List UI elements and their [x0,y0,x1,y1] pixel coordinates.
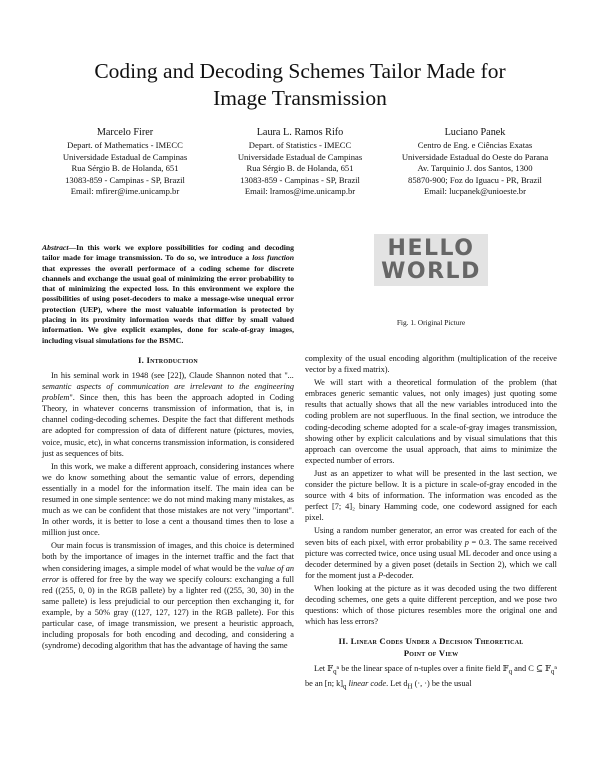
title-line-1: Coding and Decoding Schemes Tailor Made for [94,59,506,83]
right-paragraph-0: complexity of the usual encoding algorithm (multiplication of the receive vector by a fixed matrix). [305,354,557,375]
figure-caption: Fig. 1. Original Picture [396,318,466,327]
section-heading-introduction: I. Introduction [138,354,198,365]
var-P: P [378,570,384,580]
author-dept: Depart. of Statistics - IMECC [248,140,352,150]
author-institution: Universidade Estadual de Campinas [237,151,363,162]
author-city: 13083-859 - Campinas - SP, Brazil [240,174,360,185]
linear-code-term: linear code [346,679,387,688]
abstract-text-1: —In this work we explore possibilities for coding and decoding tailor made for image transmission. To do so, we introduce a [42,243,294,263]
author-email: Email: mfirer@ime.unicamp.br [70,186,180,197]
section2-line-2: Point of View [403,648,459,659]
intro-paragraph-1 [42,370,294,459]
right-paragraph-3 [305,525,557,580]
hello-world-image [374,234,488,286]
abstract-loss-function: loss function [252,253,294,263]
author-city: 13083-859 - Campinas - SP, Brazil [65,174,185,185]
p5-h: (·, ·) be the usual [412,679,472,688]
author-address: Av. Tarquinio J. dos Santos, 1300 [417,163,533,174]
p5-a: Let 𝔽 [314,664,334,674]
section2-line-1: II. Linear Codes Under a Decision Theoretical [338,636,524,647]
author-name: Luciano Panek [444,127,506,138]
right-paragraph-5 [305,663,557,693]
intro-paragraph-2: In this work, we make a different approach, considering instances where we do know something about the semantic value of errors, depending essentially in a model for the information itself. The main idea can be resumed in one simple sentence: we do not mind making many mistakes, as much as we can be confident that those mistakes are not very "important". In other words, it is better to lose a cent a thousand times then to lose a million just once. [42,461,294,538]
image-text-line-1: HELLO [387,236,475,261]
p5-c: and C ⊆ 𝔽 [512,664,551,674]
p5-d: ⁿ be an [n; k] [305,664,557,688]
author-name: Laura L. Ramos Rifo [256,127,344,138]
right-p3-text-b: = 0.3. The same received picture was corrected twice, once using usual ML decoder and once using a decoder determined by a given poset (details in Section 2), which we call for the moment just a [305,537,558,580]
abstract-text-2: that expresses the overall performace of a coding scheme for discrete channels and exchange the usual goal of minimizing the error probability to that of minimizing the expected loss. In this environment we explore the possibilities of using poset-decoders to make a message-wise unequal error protection (UEP), where the most valuable information is protected by placing in its proximity information words that differ by small valued information. We give explicit examples, done for scale-of-gray images, including visual simulations for the BSMC. [42,263,294,345]
p5-b: ⁿ be the linear space of n-tuples over a finite field 𝔽 [336,664,509,674]
p5-sub-q1: q [333,668,337,676]
author-city: 85870-900; Foz do Iguacu - PR, Brazil [408,174,542,185]
title-line-2: Image Transmission [213,86,387,110]
intro-p1-text-b: ". Since then, this has been the approach adopted in Coding Theory, in whatever concerns transmission of information, that is, in channel coding-decoding schemes. Despite the fact that different methods are adopted for compression of data of different nature (pictures, movies, voice, music, etc), in what concerns transmission information, is considered just as sequences of bits. [42,393,294,458]
abstract-label: Abstract [42,243,69,252]
author-1 [38,126,212,198]
right-paragraph-1: We will start with a theoretical formulation of the problem (that embraces generic semantic values, not only images) just quoting some results that actually shows that all the new variables introduced into the coding problem are not superfluous. In the final section, we introduce the coding-decoding scheme adopted for a scale-of-gray images transmission, showing other by explicit calculations and by visual simulations that this approach can overcome the usual approach, that aims to minimize the expected number of errors. [305,378,557,465]
value-of-error-term: value of an error [42,563,294,584]
intro-p1-text-a: In his seminal work in 1948 (see [22]), Claude Shannon noted that " [51,370,288,380]
right-p3-text-c: -decoder. [383,570,414,580]
author-email: Email: lucpanek@unioeste.br [424,186,526,197]
paper-title [40,58,560,112]
right-column [305,353,557,695]
shannon-quote: ... semantic aspects of communication are irrelevant to the engineering problem [42,370,294,403]
abstract [42,243,294,346]
author-dept: Centro de Eng. e Ciências Exatas [417,140,533,150]
intro-p3-text-b: is offered for free by the way we specify colours: exchanging a full red ((255, 0, 0) in the RGB pallete) by a lighter red ((255, 30, 30) in the same pallete) is less prejudicial to our perception then exchanging it, for example, by a 50% gray ((127, 127, 127) in the RGB pallete). For this particular case, of image transmission, we present a heuristic approach, including proposals for both encoding and decoding, and considering a (syndrome) decoding algorithm that has the advantage of having the same [42,574,294,651]
author-block [38,126,562,198]
author-institution: Universidade Estadual do Oeste do Parana [401,151,549,162]
section-heading-linear-codes [305,635,557,659]
p5-sub-q3: q [550,668,555,676]
var-p: p [464,537,469,547]
right-paragraph-2: Just as an appetizer to what will be presented in the last section, we consider the picture bellow. It is a picture in scale-of-gray encoded in the source with 4 bits of information. The information was encoded as the perfect [7; 4]₂ binary Hamming code, one codeword assigned for each pixel. [305,468,557,523]
author-3 [388,126,562,198]
intro-paragraph-3 [42,540,294,651]
author-email: Email: lramos@ime.unicamp.br [244,186,356,197]
right-p3-text-a: Using a random number generator, an error was created for each of the seven bits of each pixel, with error probability [305,526,557,547]
p5-sub-q4: q [343,683,347,691]
author-institution: Universidade Estadual de Campinas [62,151,188,162]
p5-sub-H: H [407,683,413,691]
p5-sub-q2: q [508,668,513,676]
author-2 [213,126,387,198]
author-address: Rua Sérgio B. de Holanda, 651 [71,163,179,174]
image-text-line-2: WORLD [381,259,481,284]
left-column [42,243,294,653]
figure-original-picture [374,234,488,286]
right-paragraph-4: When looking at the picture as it was decoded using the two different decoding schemes, one gets a quite different perception, and we pose two questions: which of those pictures resembles more the original one and which has less errors? [305,583,557,627]
author-address: Rua Sérgio B. de Holanda, 651 [246,163,354,174]
p5-f: . Let d [386,679,408,688]
intro-p3-text-a: Our main focus is transmission of images, and this choice is determined both by the importance of images in the internet traffic and the fact that when considering images, a simple model of what would be the [42,541,294,573]
author-dept: Depart. of Mathematics - IMECC [67,140,183,150]
author-name: Marcelo Firer [96,127,154,138]
